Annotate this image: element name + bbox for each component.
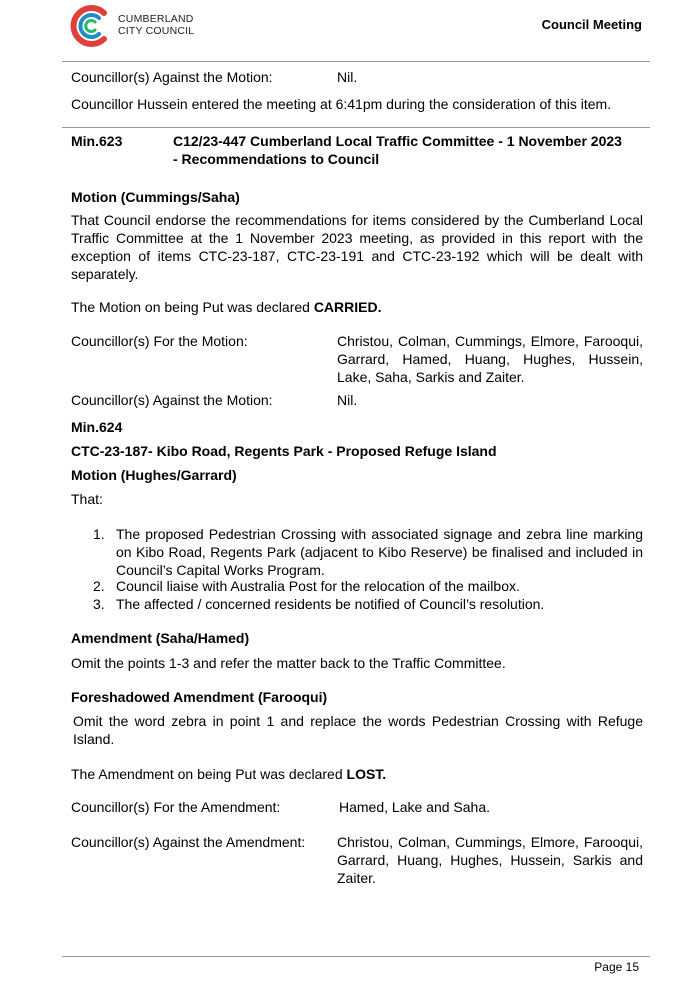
amendment-against-value: Christou, Colman, Cummings, Elmore, Farooqui, Garrard, Huang, Hughes, Hussein, Sarkis and Zaiter.: [337, 834, 643, 886]
min623-title-line2: - Recommendations to Council: [173, 151, 380, 167]
min623-for-value: Christou, Colman, Cummings, Elmore, Farooqui, Garrard, Hamed, Huang, Hughes, Hussein, Lake, Saha, Sarkis and Zaiter.: [337, 333, 643, 385]
amendment-against-label: Councillor(s) Against the Amendment:: [71, 834, 306, 850]
amendment-text: Omit the points 1-3 and refer the matter back to the Traffic Committee.: [71, 655, 506, 671]
cumberland-logo: [66, 2, 114, 50]
amendment-for-value: Hamed, Lake and Saha.: [339, 799, 490, 815]
list-item: Council liaise with Australia Post for the relocation of the mailbox.: [116, 578, 520, 594]
min623-for-label: Councillor(s) For the Motion:: [71, 333, 248, 349]
list-item-number: 3.: [93, 596, 105, 612]
min623-title: [173, 132, 643, 168]
minute-divider: [62, 127, 650, 128]
list-item: The proposed Pedestrian Crossing with associated signage and zebra line marking on Kibo Road, Regents Park (adjacent to Kibo Reserve) be finalised and included in Council’s Capital Works Program.: [116, 526, 643, 578]
min623-against-label: Councillor(s) Against the Motion:: [71, 392, 273, 408]
min624-number: Min.624: [71, 419, 123, 435]
min623-title-line1: C12/23-447 Cumberland Local Traffic Committee - 1 November 2023: [173, 133, 622, 149]
council-name: [118, 13, 194, 37]
list-item: The affected / concerned residents be notified of Council’s resolution.: [116, 596, 545, 612]
min624-title: CTC-23-187- Kibo Road, Regents Park - Proposed Refuge Island: [71, 443, 497, 459]
min624-that: That:: [71, 491, 103, 507]
council-name-line2: CITY COUNCIL: [118, 25, 195, 37]
min623-result: [71, 298, 381, 316]
amendment-heading: Amendment (Saha/Hamed): [71, 630, 250, 646]
min623-motion-text: That Council endorse the recommendations for items considered by the Cumberland Local Traffic Committee at the 1 November 2023 meeting, as provided in this report with the exception of items CTC-23-187, CTC-23-191 and CTC-23-192 which will be dealt with separately.: [71, 212, 643, 282]
amendment-for-label: Councillor(s) For the Amendment:: [71, 799, 281, 815]
min623-motion-heading: Motion (Cummings/Saha): [71, 189, 240, 205]
council-name-line1: CUMBERLAND: [118, 13, 194, 25]
attendance-note: Councillor Hussein entered the meeting at 6:41pm during the consideration of this item.: [71, 96, 612, 112]
min623-result-prefix: The Motion on being Put was declared: [71, 299, 314, 315]
page-number: Page 15: [594, 960, 639, 974]
meeting-title: Council Meeting: [541, 17, 642, 32]
min623-result-status: CARRIED.: [313, 299, 382, 315]
prev-against-value: Nil.: [337, 69, 358, 85]
min623-number: Min.623: [71, 133, 123, 149]
footer-divider: [62, 956, 650, 957]
header-divider: [62, 61, 650, 62]
foreshadowed-text: Omit the word zebra in point 1 and replace the words Pedestrian Crossing with Refuge Island.: [73, 713, 643, 747]
foreshadowed-heading: Foreshadowed Amendment (Farooqui): [71, 689, 328, 705]
prev-against-label: Councillor(s) Against the Motion:: [71, 69, 273, 85]
min624-motion-heading: Motion (Hughes/Garrard): [71, 467, 237, 483]
list-item-number: 1.: [93, 526, 105, 542]
amendment-result-status: LOST.: [346, 766, 387, 782]
list-item-number: 2.: [93, 578, 105, 594]
amendment-result-prefix: The Amendment on being Put was declared: [71, 766, 347, 782]
amendment-result: [71, 765, 386, 783]
min623-against-value: Nil.: [337, 392, 358, 408]
